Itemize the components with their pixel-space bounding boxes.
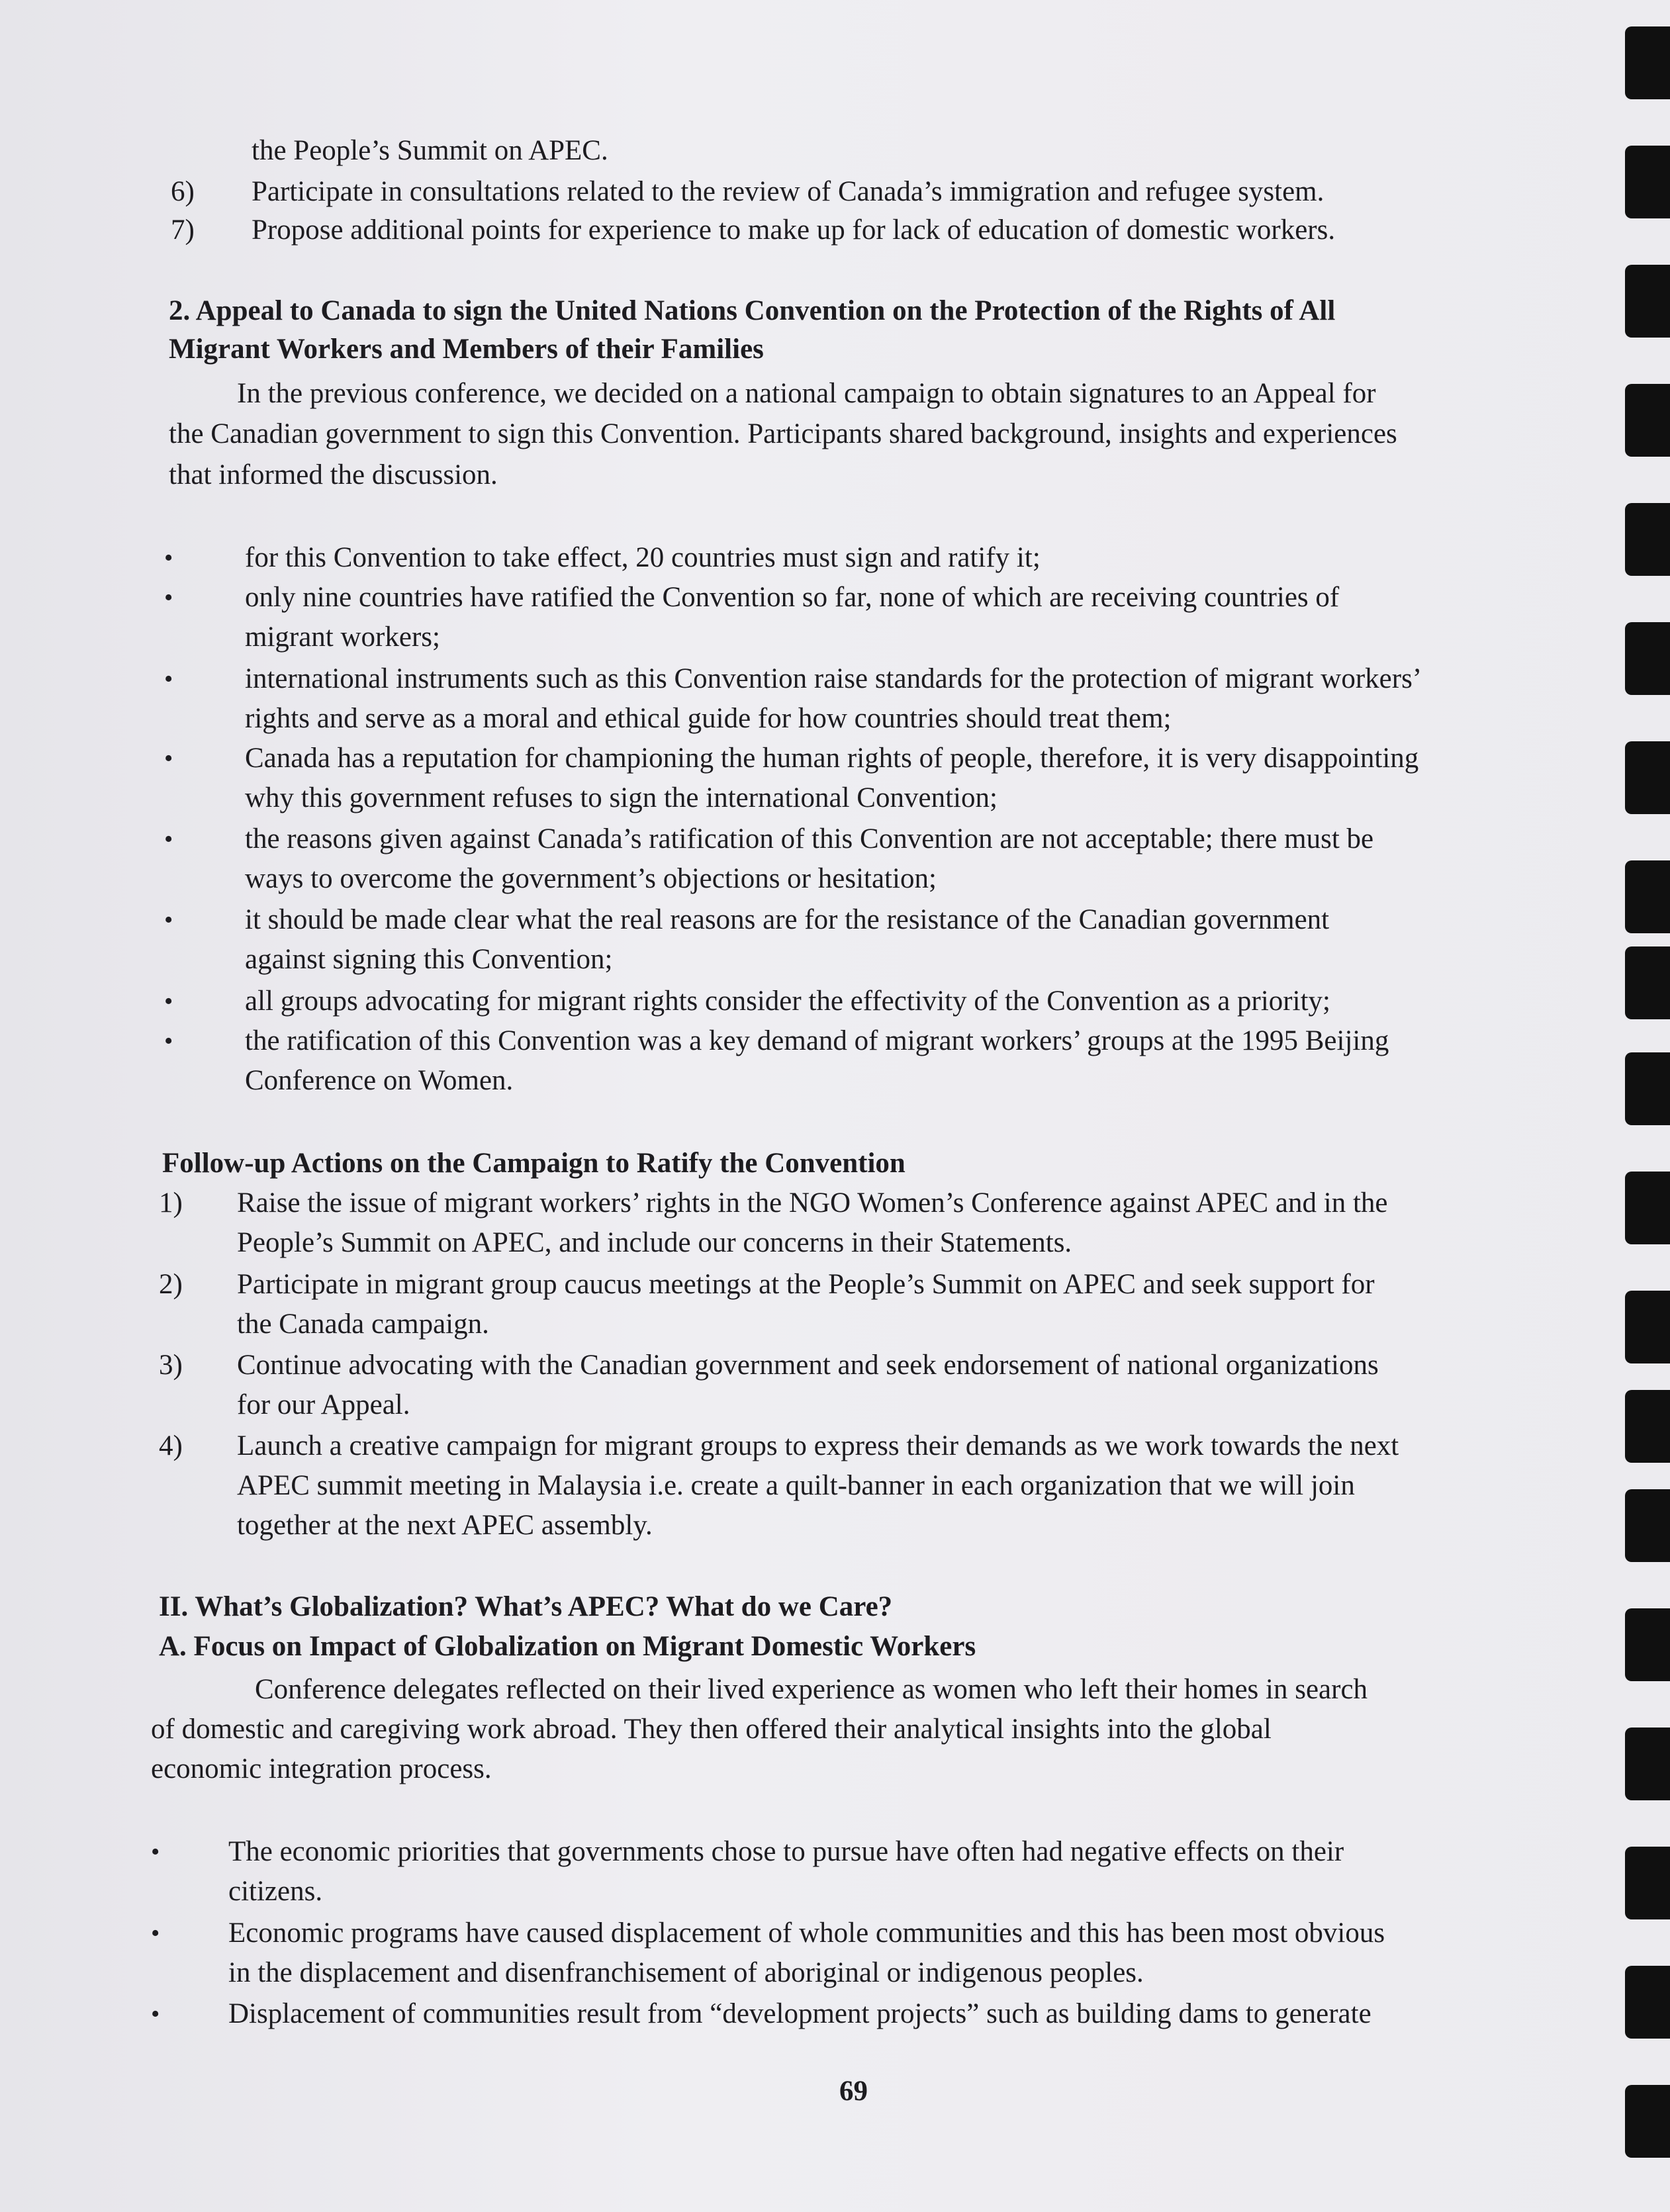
bullet-text: international instruments such as this Convention raise standards for the protection of migrant workers’: [245, 663, 1422, 694]
binding-ring: [1625, 26, 1670, 99]
binding-ring: [1625, 741, 1670, 814]
list-number: 1): [159, 1187, 183, 1219]
bullet-text: rights and serve as a moral and ethical guide for how countries should treat them;: [245, 703, 1172, 734]
bullet-icon: •: [164, 745, 173, 772]
list-number: 2): [159, 1269, 183, 1300]
binding-ring: [1625, 503, 1670, 576]
binding-ring: [1625, 946, 1670, 1019]
bullet-text: The economic priorities that governments chose to pursue have often had negative effects on their: [228, 1836, 1344, 1867]
list-item: Participate in migrant group caucus meetings at the People’s Summit on APEC and seek support for: [237, 1269, 1375, 1300]
bullet-icon: •: [164, 988, 173, 1015]
binding-ring: [1625, 384, 1670, 457]
list-number: 6): [171, 176, 195, 207]
list-item: for our Appeal.: [237, 1389, 410, 1420]
binding-ring: [1625, 1608, 1670, 1681]
list-item: Raise the issue of migrant workers’ rights in the NGO Women’s Conference against APEC and in the: [237, 1187, 1388, 1219]
binding-ring: [1625, 1052, 1670, 1125]
bullet-icon: •: [164, 906, 173, 934]
bullet-text: only nine countries have ratified the Convention so far, none of which are receiving countries of: [245, 582, 1340, 613]
bullet-text: all groups advocating for migrant rights consider the effectivity of the Convention as a priority;: [245, 986, 1330, 1017]
list-item: Propose additional points for experience to make up for lack of education of domestic workers.: [252, 214, 1336, 246]
bullet-text: Conference on Women.: [245, 1065, 514, 1096]
bullet-text: Economic programs have caused displacement of whole communities and this has been most obvious: [228, 1917, 1385, 1949]
binding-ring: [1625, 1291, 1670, 1363]
binding-ring: [1625, 1489, 1670, 1562]
list-item: People’s Summit on APEC, and include our concerns in their Statements.: [237, 1227, 1072, 1258]
bullet-text: for this Convention to take effect, 20 countries must sign and ratify it;: [245, 542, 1041, 573]
bullet-text: the ratification of this Convention was a key demand of migrant workers’ groups at the 1995 Beijing: [245, 1025, 1389, 1056]
page-number: 69: [839, 2076, 868, 2107]
bullet-icon: •: [164, 825, 173, 853]
bullet-icon: •: [151, 2000, 160, 2028]
bullet-icon: •: [164, 544, 173, 572]
list-item: the Canada campaign.: [237, 1309, 489, 1340]
bullet-icon: •: [164, 1027, 173, 1055]
binding-ring: [1625, 1390, 1670, 1463]
list-number: 4): [159, 1430, 183, 1461]
bullet-text: against signing this Convention;: [245, 944, 613, 975]
subsection-heading: A. Focus on Impact of Globalization on Migrant Domestic Workers: [159, 1631, 976, 1662]
list-number: 7): [171, 214, 195, 246]
bullet-icon: •: [151, 1838, 160, 1866]
bullet-text: it should be made clear what the real reasons are for the resistance of the Canadian government: [245, 904, 1330, 935]
section-heading: II. What’s Globalization? What’s APEC? What do we Care?: [159, 1591, 893, 1622]
binding-ring: [1625, 1966, 1670, 2039]
bullet-text: why this government refuses to sign the international Convention;: [245, 782, 997, 813]
binding-ring: [1625, 622, 1670, 695]
paragraph-line: the Canadian government to sign this Convention. Participants shared background, insights and experiences: [169, 418, 1397, 449]
binding-ring: [1625, 1172, 1670, 1244]
paragraph-line: Conference delegates reflected on their lived experience as women who left their homes in search: [255, 1674, 1368, 1705]
bullet-text: Displacement of communities result from “development projects” such as building dams to generate: [228, 1998, 1371, 2029]
list-item: Participate in consultations related to the review of Canada’s immigration and refugee system.: [252, 176, 1324, 207]
bullet-text: ways to overcome the government’s objections or hesitation;: [245, 863, 937, 894]
carryover-line: the People’s Summit on APEC.: [252, 135, 608, 166]
binding-ring: [1625, 1728, 1670, 1800]
list-item: together at the next APEC assembly.: [237, 1510, 653, 1541]
binding-ring: [1625, 860, 1670, 933]
binding-ring: [1625, 1847, 1670, 1919]
binding-ring: [1625, 146, 1670, 218]
bullet-icon: •: [164, 584, 173, 612]
bullet-text: migrant workers;: [245, 622, 440, 653]
paragraph-line: of domestic and caregiving work abroad. They then offered their analytical insights into the global: [151, 1714, 1272, 1745]
section-heading: 2. Appeal to Canada to sign the United Nations Convention on the Protection of the Rights of All: [169, 295, 1336, 326]
list-item: Launch a creative campaign for migrant groups to express their demands as we work towards the next: [237, 1430, 1399, 1461]
paragraph-line: economic integration process.: [151, 1753, 492, 1784]
section-heading: Migrant Workers and Members of their Families: [169, 334, 764, 365]
bullet-text: citizens.: [228, 1876, 323, 1907]
list-number: 3): [159, 1350, 183, 1381]
paragraph-line: In the previous conference, we decided on a national campaign to obtain signatures to an Appeal for: [237, 378, 1376, 409]
binding-ring: [1625, 2085, 1670, 2158]
bullet-icon: •: [164, 665, 173, 693]
paragraph-line: that informed the discussion.: [169, 459, 498, 490]
bullet-icon: •: [151, 1919, 160, 1947]
spiral-binding: [1610, 0, 1670, 2212]
bullet-text: the reasons given against Canada’s ratification of this Convention are not acceptable; there must be: [245, 823, 1374, 854]
list-item: Continue advocating with the Canadian government and seek endorsement of national organizations: [237, 1350, 1379, 1381]
list-item: APEC summit meeting in Malaysia i.e. create a quilt-banner in each organization that we will join: [237, 1470, 1355, 1501]
bullet-text: in the displacement and disenfranchisement of aboriginal or indigenous peoples.: [228, 1957, 1144, 1988]
binding-ring: [1625, 265, 1670, 338]
bullet-text: Canada has a reputation for championing the human rights of people, therefore, it is very disappointing: [245, 743, 1419, 774]
subsection-heading: Follow-up Actions on the Campaign to Ratify the Convention: [162, 1148, 905, 1179]
